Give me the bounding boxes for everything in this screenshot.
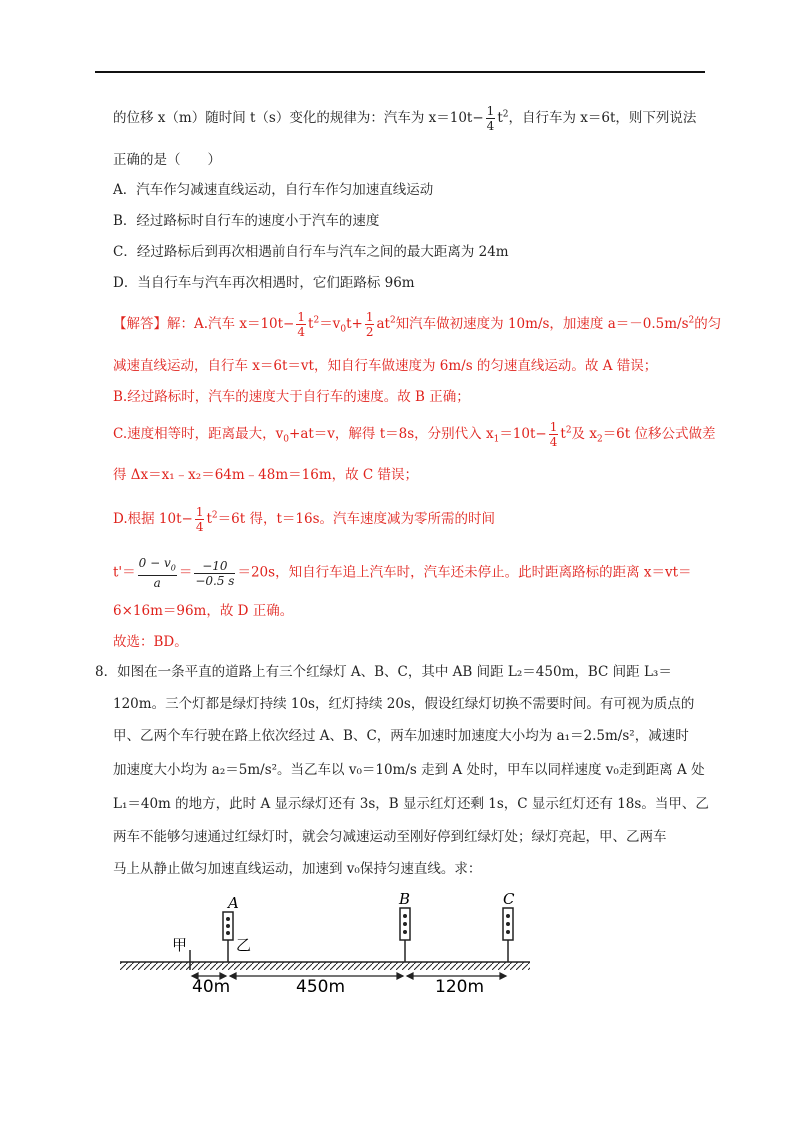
answer-line9: 故选：BD。 [113,634,188,650]
answer-line2: 减速直线运动，自行车 x＝6t＝vt，知自行车做速度为 6m/s 的匀速直线运动。故 A 错误； [113,358,658,374]
q7-stem-line2: 正确的是（ ） [113,152,221,168]
distance-450m: 450m [296,977,346,997]
q7-stem-line1: 的位移 x（m）随时间 t（s）变化的规律为：汽车为 x＝10t− $\frac{1}{4}$ $t^2$，自行车为 x＝6t，则下列说法 [113,104,697,133]
answer-line8: 6×16m＝96m，故 D 正确。 [113,603,294,619]
q8-line1: 8．如图在一条平直的道路上有三个红绿灯 A、B、C，其中 AB 间距 L₂＝450m，BC 间距 L₃＝ [95,664,672,680]
traffic-light-b [398,890,410,962]
answer-line3: B.经过路标时，汽车的速度大于自行车的速度。故 B 正确； [113,389,470,405]
q8-line2: 120m。三个灯都是绿灯持续 10s，红灯持续 20s，假设红绿灯切换不需要时间。有可视为质点的 [113,696,695,712]
distance-120m: 120m [435,977,485,997]
fraction-one-quarter: $\frac{1}{4}$ [486,104,495,133]
q8-line5: L₁＝40m 的地方，此时 A 显示绿灯还有 3s，B 显示红灯还剩 1s，C 显示红灯还有 18s。当甲、乙 [113,796,709,812]
q7-option-a: A．汽车作匀减速直线运动，自行车作匀加速直线运动 [113,182,434,198]
answer-line1: 【解答】解：A.汽车 x＝10t− $\frac{1}{4}$ $t^2=v_0t+$ $\frac{1}{2}$ $at^2$知汽车做初速度为 10m/s，加速度 $a=-0.5m/s^2$的匀 [113,310,722,339]
traffic-light-c [503,890,515,962]
label-c: C [503,890,515,908]
answer-line7: t'＝ $\frac{0 - v_0}{a}$ ＝ $\frac{-10}{-0.5 s}$ ＝20s，知自行车追上汽车时，汽车还未停止。此时距离路标的距离 x＝vt＝ [113,556,692,591]
answer-line5: 得 Δx＝x₁﹣x₂＝64m﹣48m＝16m，故 C 错误； [113,467,419,483]
car-yi-label: 乙 [236,936,252,954]
q8-line4: 加速度大小均为 a₂＝5m/s²。当乙车以 v₀＝10m/s 走到 A 处时，甲车以同样速度 v₀走到距离 A 处 [113,762,705,778]
q8-line7: 马上从静止做匀加速直线运动，加速到 v₀保持匀速直线。求： [113,861,482,877]
answer-tag: 【解答】 [113,316,167,332]
label-a: A [228,894,239,912]
q8-line6: 两车不能够匀速通过红绿灯时，就会匀减速运动至刚好停到红绿灯处；绿灯亮起，甲、乙两车 [113,829,667,845]
q7-option-c: C．经过路标后到再次相遇前自行车与汽车之间的最大距离为 24m [113,244,509,260]
answer-line6: D.根据 10t− $\frac{1}{4}$ $t^2=6t$ 得，t＝16s。汽车速度减为零所需的时间 [113,505,495,534]
road-hatching [120,962,530,970]
q8-line3: 甲、乙两个车行驶在路上依次经过 A、B、C，两车加速时加速度大小均为 a₁＝2.5m/s²，减速时 [113,728,689,744]
car-jia-label: 甲 [172,936,188,954]
label-b: B [399,890,411,908]
q7-option-d: D．当自行车与汽车再次相遇时，它们距路标 96m [113,275,415,291]
header-rule [95,71,705,73]
answer-line4: C.速度相等时，距离最大，$v_0+at=v$，解得 t＝8s，分别代入 $x_1=10t-$ $\frac{1}{4}$ $t^2$及 $x_2=6t$ 位移公式做差 [113,420,716,449]
distance-40m: 40m [192,977,231,997]
q7-option-b: B．经过路标时自行车的速度小于汽车的速度 [113,213,380,229]
traffic-light-diagram [120,886,540,998]
